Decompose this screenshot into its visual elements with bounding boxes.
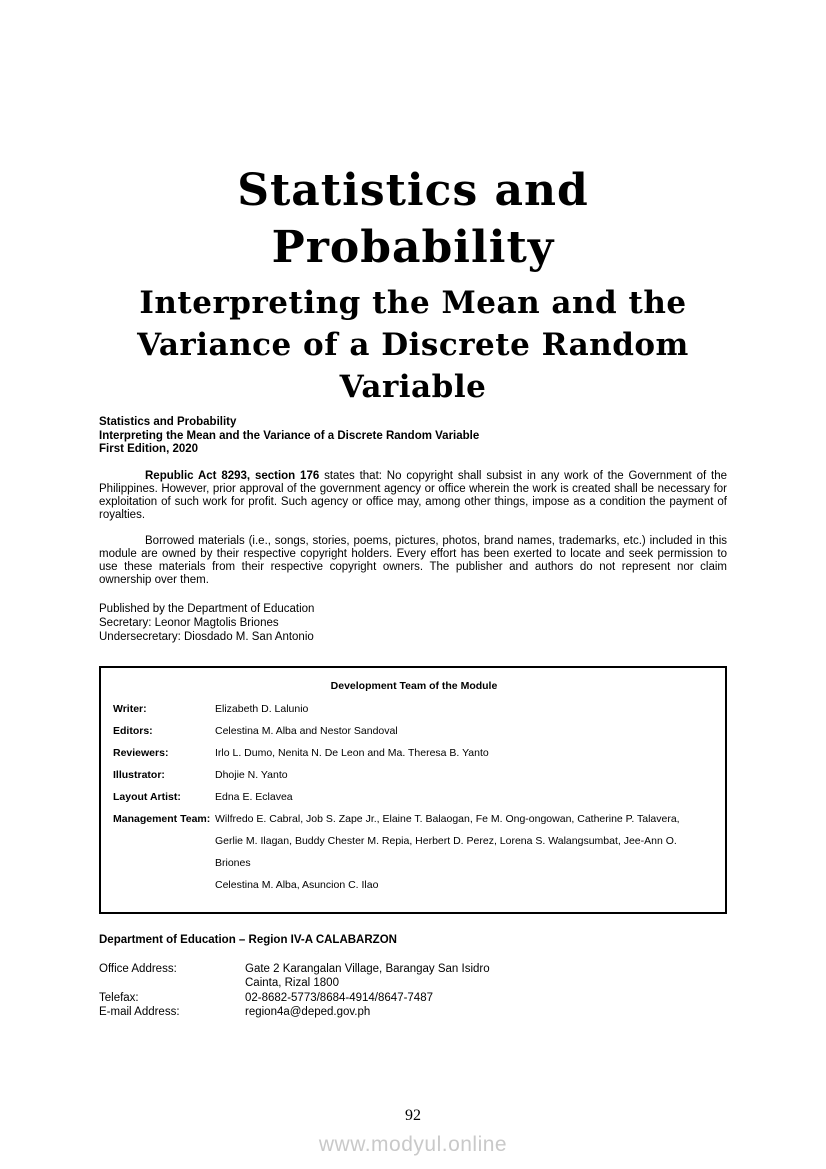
- copyright-paragraph-2: Borrowed materials (i.e., songs, stories, poems, pictures, photos, brand names, trademarks, etc.) included in this module are owned by their respective copyright holders. Every effort has been exerted to locate and seek permission to use these materials from their respective copyright owners. The publisher and authors do not represent nor claim ownership over them.: [99, 534, 727, 586]
- module-title-line1: Statistics and: [237, 165, 589, 216]
- team-role-label: Layout Artist:: [113, 790, 181, 803]
- contact-value-line: Gate 2 Karangalan Village, Barangay San Isidro: [245, 962, 490, 975]
- development-team-title: Development Team of the Module: [330, 679, 498, 692]
- contact-row-office-address: [99, 962, 727, 991]
- team-row-management: [113, 808, 715, 896]
- page-content: [0, 162, 826, 1020]
- team-role-label: Management Team:: [113, 812, 211, 825]
- publisher-block: [99, 602, 727, 644]
- development-team-box: [99, 666, 727, 914]
- contact-row-email: [99, 1005, 727, 1020]
- team-row-editors: [113, 720, 715, 742]
- team-role-label: Reviewers:: [113, 746, 169, 759]
- team-members: Irlo L. Dumo, Nenita N. De Leon and Ma. Theresa B. Yanto: [215, 746, 489, 759]
- team-members-line: Celestina M. Alba, Asuncion C. Ilao: [215, 878, 379, 891]
- contact-label: E-mail Address:: [99, 1006, 180, 1018]
- contact-row-telefax: [99, 991, 727, 1006]
- team-members: Elizabeth D. Lalunio: [215, 702, 309, 715]
- contact-label: Telefax:: [99, 991, 139, 1004]
- team-members: Celestina M. Alba and Nestor Sandoval: [215, 724, 398, 737]
- edition-meta: [99, 416, 727, 457]
- module-title-line2: Probability: [271, 222, 555, 273]
- watermark-text: www.modyul.online: [318, 1133, 508, 1156]
- team-members-line: Gerlie M. Ilagan, Buddy Chester M. Repia, Herbert D. Perez, Lorena S. Walangsumbat, Jee-Ann O. Briones: [215, 834, 677, 869]
- contact-value-line: Cainta, Rizal 1800: [245, 977, 339, 989]
- republic-act-text: states that: No copyright shall subsist in any work of the Government of the Philippines. However, prior approval of the government agency or office wherein the work is created shall be necessary for exploitation of such work for profit. Such agency or office may, among other things, impose as a condition the payment of royalties.: [99, 469, 727, 521]
- contact-block: [99, 962, 727, 1020]
- secretary-line: Secretary: Leonor Magtolis Briones: [99, 616, 279, 629]
- team-role-label: Editors:: [113, 724, 153, 737]
- meta-edition: First Edition, 2020: [99, 443, 199, 455]
- published-by-line: Published by the Department of Education: [99, 602, 315, 615]
- undersecretary-line: Undersecretary: Diosdado M. San Antonio: [99, 630, 314, 643]
- page-number: 92: [405, 1107, 421, 1124]
- title-block: [99, 162, 727, 408]
- team-members: [215, 808, 715, 896]
- department-region-line: Department of Education – Region IV-A CALABARZON: [99, 933, 397, 946]
- team-members: Dhojie N. Yanto: [215, 768, 288, 781]
- contact-label: Office Address:: [99, 962, 177, 975]
- team-row-reviewers: [113, 742, 715, 764]
- meta-lesson: Interpreting the Mean and the Variance of a Discrete Random Variable: [99, 429, 480, 442]
- team-members-line: Wilfredo E. Cabral, Job S. Zape Jr., Elaine T. Balaogan, Fe M. Ong-ongowan, Catherine P. Talavera,: [215, 812, 680, 825]
- team-row-illustrator: [113, 764, 715, 786]
- contact-value: 02-8682-5773/8684-4914/8647-7487: [245, 991, 433, 1004]
- team-role-label: Illustrator:: [113, 768, 165, 781]
- team-row-layout-artist: [113, 786, 715, 808]
- copyright-paragraph-1: [99, 470, 727, 522]
- contact-value: [245, 962, 727, 991]
- team-row-writer: [113, 698, 715, 720]
- contact-value: region4a@deped.gov.ph: [245, 1006, 371, 1018]
- meta-subject: Statistics and Probability: [99, 416, 237, 428]
- republic-act-lead: Republic Act 8293, section 176: [145, 469, 320, 482]
- team-role-label: Writer:: [113, 702, 147, 715]
- lesson-title: Interpreting the Mean and the Variance of a Discrete Random Variable: [137, 285, 689, 405]
- team-members: Edna E. Eclavea: [215, 790, 293, 803]
- module-title: [99, 162, 727, 276]
